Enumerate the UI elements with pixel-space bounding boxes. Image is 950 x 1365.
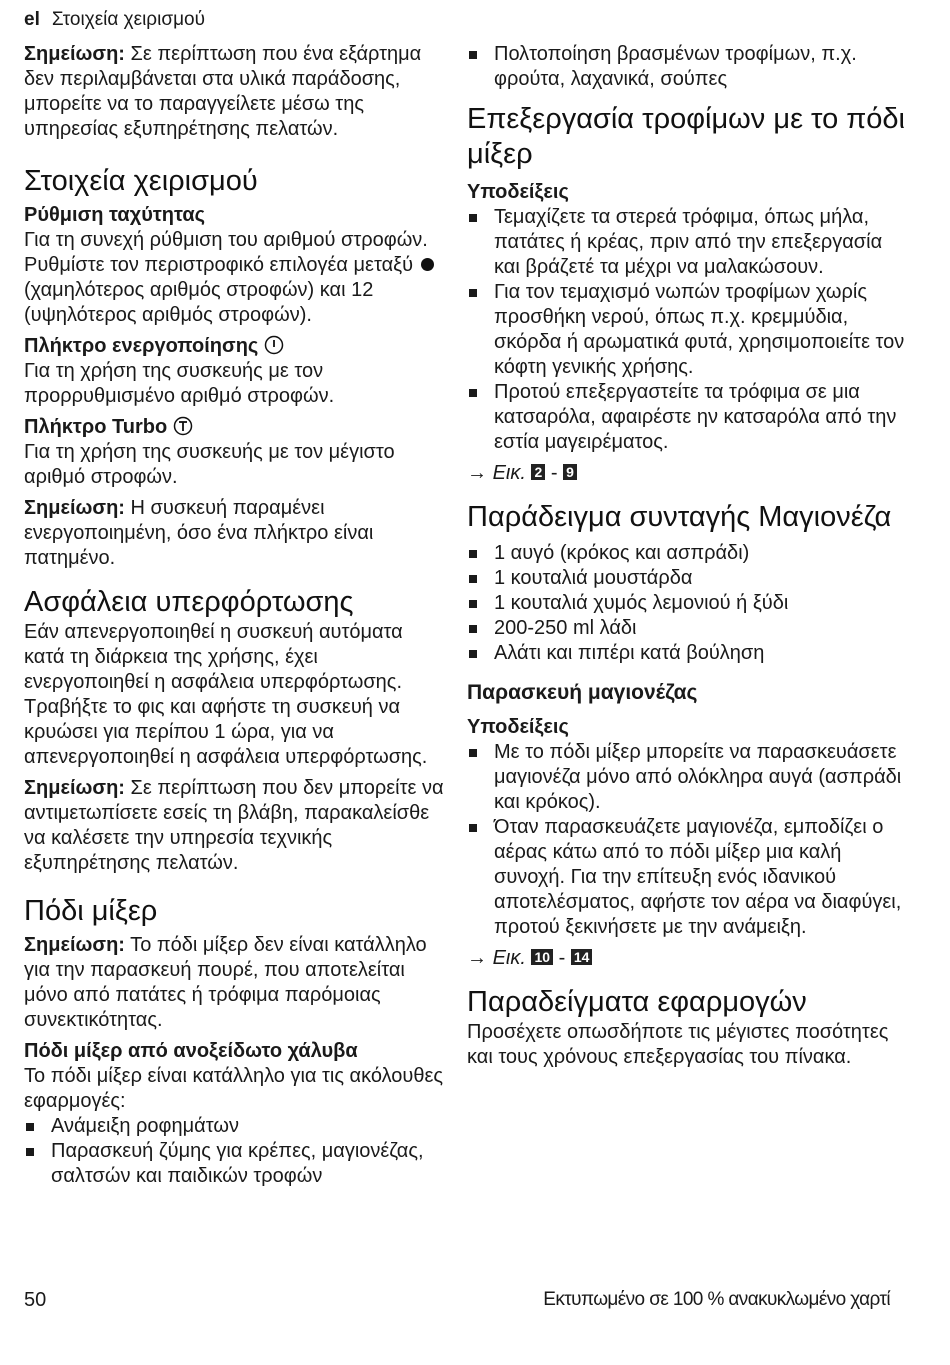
- bullet-icon: [469, 389, 477, 397]
- steel-list: [24, 1114, 444, 1189]
- figure-ref-1: → Εικ. 2 - 9: [467, 461, 907, 486]
- figure-ref-2: → Εικ. 10 - 14: [467, 946, 907, 971]
- speed-text: Για τη συνεχή ρύθμιση του αριθμού στροφών. Ρυθμίστε τον περιστροφικό επιλογέα μεταξύ (χαμηλότερος αριθμός στροφών) και 12 (υψηλότερος αριθμός στροφών).: [24, 228, 444, 328]
- heading-recipe: Παράδειγμα συνταγής Μαγιονέζα: [467, 501, 892, 533]
- heading-overload: Ασφάλεια υπερφόρτωσης: [24, 586, 354, 618]
- steel-title: Πόδι μίξερ από ανοξείδωτο χάλυβα: [24, 1040, 358, 1062]
- heading-mixer: Πόδι μίξερ: [24, 895, 158, 927]
- note-accessory: Σημείωση: Σε περίπτωση που ένα εξάρτημα δεν περιλαμβάνεται στα υλικά παράδοσης, μπορείτε να το παραγγείλετε μέσω της υπηρεσίας εξυπηρέτησης πελατών.: [24, 43, 422, 140]
- note-mixer: Σημείωση: Το πόδι μίξερ δεν είναι κατάλληλο για την παρασκευή πουρέ, που αποτελείται μόνο από πατάτες ή τρόφιμα παρόμοιας συνεκτικότητας.: [24, 934, 427, 1031]
- overload-text: Εάν απενεργοποιηθεί η συσκευή αυτόματα κατά τη διάρκεια της χρήσης, έχει ενεργοποιηθεί η ασφάλεια υπερφόρτωσης. Τραβήξτε το φις και αφήστε τη συσκευή να κρυώσει για περίπου 1 ώρα, για να απενεργοποιηθεί η ασφάλεια υπερφόρτωσης.: [24, 621, 428, 768]
- list-item: Με το πόδι μίξερ μπορείτε να παρασκευάσετε μαγιονέζα μόνο από ολόκληρα αυγά (ασπράδι και κρόκος).: [467, 740, 907, 815]
- bullet-icon: [469, 824, 477, 832]
- right-column: [467, 42, 907, 1070]
- header-title: Στοιχεία χειρισμού: [51, 9, 205, 30]
- list-item: Για τον τεμαχισμό νωπών τροφίμων χωρίς προσθήκη νερού, όπως π.χ. κρεμμύδια, σκόρδα ή αρωματικά φυτά, χρησιμοποιείτε τον κόφτη γενικής χρήσης.: [467, 280, 907, 380]
- dot-icon: [421, 258, 434, 271]
- list-item: 1 κουταλιά μουστάρδα: [467, 566, 907, 591]
- bullet-icon: [26, 1148, 34, 1156]
- power-title: Πλήκτρο ενεργοποίησης: [24, 334, 444, 359]
- arrow-right-icon: →: [467, 947, 487, 969]
- bullet-icon: [469, 214, 477, 222]
- left-column: [24, 42, 444, 1189]
- ingredients-list: [467, 541, 907, 666]
- hints-label-2: Υποδείξεις: [467, 716, 569, 738]
- page-number: 50: [24, 1289, 47, 1311]
- list-item: 1 κουταλιά χυμός λεμονιού ή ξύδι: [467, 591, 907, 616]
- list-item: Όταν παρασκευάζετε μαγιονέζα, εμποδίζει ο αέρας κάτω από το πόδι μίξερ μια καλή συνοχή. Για την επίτευξη ενός ιδανικού αποτελέσματος, αφήστε τον αέρα να διαφύγει, προτού ξεκινήσετε με την ανάμειξη.: [467, 815, 907, 940]
- prep-hints: [467, 740, 907, 940]
- figure-badge: 10: [531, 949, 553, 965]
- running-header: [24, 9, 205, 31]
- figure-badge: 14: [571, 949, 593, 965]
- heading-controls: Στοιχεία χειρισμού: [24, 165, 258, 197]
- note-service: Σημείωση: Σε περίπτωση που δεν μπορείτε να αντιμετωπίσετε εσείς τη βλάβη, παρακαλείσθε να καλέσετε την υπηρεσία τεχνικής εξυπηρέτησης πελατών.: [24, 777, 444, 874]
- turbo-button-icon: [173, 416, 193, 436]
- bullet-icon: [469, 749, 477, 757]
- heading-processing: Επεξεργασία τροφίμων με το πόδι μίξερ: [467, 103, 906, 170]
- prep-title: Παρασκευή μαγιονέζας: [467, 681, 698, 704]
- list-item: Πολτοποίηση βρασμένων τροφίμων, π.χ. φρούτα, λαχανικά, σούπες: [467, 42, 907, 92]
- figure-badge: 2: [531, 464, 545, 480]
- list-item: Τεμαχίζετε τα στερεά τρόφιμα, όπως μήλα, πατάτες ή κρέας, πριν από την επεξεργασία και βράζετέ τα μέχρι να μαλακώσουν.: [467, 205, 907, 280]
- bullet-icon: [469, 650, 477, 658]
- note-button-pressed: Σημείωση: Η συσκευή παραμένει ενεργοποιημένη, όσο ένα πλήκτρο είναι πατημένο.: [24, 497, 374, 569]
- turbo-title: Πλήκτρο Turbo: [24, 415, 444, 440]
- list-item: Αλάτι και πιπέρι κατά βούληση: [467, 641, 907, 666]
- printed-note: Εκτυπωμένο σε 100 % ανακυκλωμένο χαρτί: [543, 1289, 890, 1310]
- power-button-icon: [264, 335, 284, 355]
- turbo-text: Για τη χρήση της συσκευής με τον μέγιστο αριθμό στροφών.: [24, 441, 395, 488]
- bullet-icon: [469, 625, 477, 633]
- figure-badge: 9: [563, 464, 577, 480]
- bullet-icon: [469, 289, 477, 297]
- list-item: 200-250 ml λάδι: [467, 616, 907, 641]
- bullet-icon: [469, 575, 477, 583]
- hints-label: Υποδείξεις: [467, 181, 569, 203]
- list-item: Ανάμειξη ροφημάτων: [24, 1114, 444, 1139]
- bullet-icon: [26, 1123, 34, 1131]
- bullet-icon: [469, 51, 477, 59]
- examples-text: Προσέχετε οπωσδήποτε τις μέγιστες ποσότητες και τους χρόνους επεξεργασίας του πίνακα.: [467, 1021, 889, 1068]
- power-text: Για τη χρήση της συσκευής με τον προρρυθμισμένο αριθμό στροφών.: [24, 360, 335, 407]
- list-item: Παρασκευή ζύμης για κρέπες, μαγιονέζας, σαλτσών και παιδικών τροφών: [24, 1139, 444, 1189]
- top-list: [467, 42, 907, 92]
- speed-title: Ρύθμιση ταχύτητας: [24, 204, 206, 226]
- processing-hints: [467, 205, 907, 455]
- bullet-icon: [469, 550, 477, 558]
- language-code: el: [24, 9, 40, 30]
- arrow-right-icon: →: [467, 462, 487, 484]
- bullet-icon: [469, 600, 477, 608]
- steel-text: Το πόδι μίξερ είναι κατάλληλο για τις ακόλουθες εφαρμογές:: [24, 1065, 444, 1112]
- heading-examples: Παραδείγματα εφαρμογών: [467, 986, 807, 1018]
- list-item: Προτού επεξεργαστείτε τα τρόφιμα σε μια κατσαρόλα, αφαιρέστε ην κατσαρόλα από την εστία μαγειρέματος.: [467, 380, 907, 455]
- list-item: 1 αυγό (κρόκος και ασπράδι): [467, 541, 907, 566]
